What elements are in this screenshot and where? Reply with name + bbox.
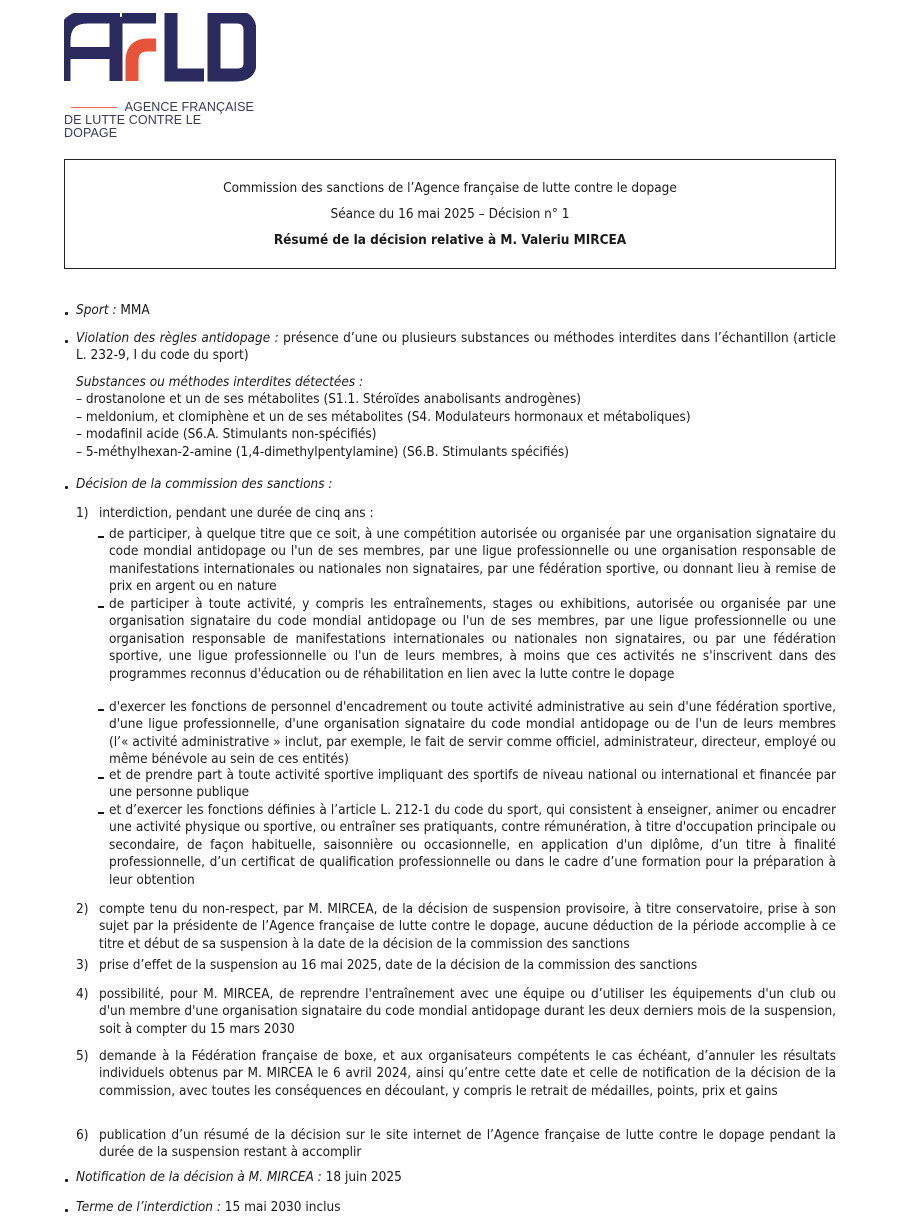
point-text: demande à la Fédération française de boxe, et aux organisateurs compétents le cas échéant, d’annuler les résultats individuels obtenus par M. MIRCEA le 6 avril 2024, ainsi qu’entre cette date et celle de notification de la décision de la commission, avec toutes les conséquences en découlant, y compris le retrait de médailles, points, prix et gains [99, 1048, 836, 1099]
point-number: 3) [76, 957, 89, 973]
point-text: interdiction, pendant une durée de cinq ans : [99, 505, 374, 521]
commission-title: Commission des sanctions de l’Agence française de lutte contre le dopage [223, 180, 677, 196]
point-number: 5) [76, 1048, 89, 1064]
ban-subitem: de participer, à quelque titre que ce soit, à une compétition autorisée ou organisée par une organisation signataire du code mondial antidopage ou l'un de ses membres, par une ligue professionnelle ou une organisation responsable de manifestations internationales ou nationales non signataires, par une fédération sportive, ou donnant lieu à remise de prix en argent ou en nature [97, 526, 836, 596]
substance-item: – meldonium, et clomiphène et un de ses métabolites (S4. Modulateurs hormonaux et métaboliques) [76, 408, 691, 425]
notification-label: Notification de la décision à M. MIRCEA : [76, 1169, 322, 1185]
decision-point-2 [76, 901, 836, 953]
tagline-rule [71, 107, 117, 108]
substances-label: Substances ou méthodes interdites détectées : [76, 374, 364, 390]
substance-item: – 5-méthylhexan-2-amine (1,4-dimethylpentylamine) (S6.B. Stimulants spécifiés) [76, 443, 569, 460]
point-text: possibilité, pour M. MIRCEA, de reprendre l'entraînement avec une équipe ou d’utiliser les équipements d'un club ou d'un membre d'une organisation signataire du code mondial antidopage durant les deux derniers mois de la suspension, soit à compter du 15 mars 2030 [99, 986, 836, 1037]
decision-label: Décision de la commission des sanctions : [76, 476, 333, 492]
point-text: publication d’un résumé de la décision sur le site internet de l’Agence française de lutte contre le dopage pendant la durée de la suspension restant à accomplir [99, 1127, 836, 1161]
sport-value: MMA [116, 302, 150, 318]
ban-end-label: Terme de l’interdiction : [76, 1199, 221, 1215]
decision-item [64, 476, 836, 493]
ban-end-value: 15 mai 2030 inclus [220, 1199, 341, 1215]
decision-header-box [64, 159, 836, 269]
violation-label: Violation des règles antidopage : [76, 330, 279, 346]
tagline-line2: DE LUTTE CONTRE LE DOPAGE [64, 113, 202, 140]
point-number: 1) [76, 505, 89, 521]
session-info: Séance du 16 mai 2025 – Décision n° 1 [330, 206, 570, 222]
decision-point-1 [76, 505, 836, 522]
point-number: 6) [76, 1127, 89, 1143]
violation-value: présence d’une ou plusieurs substances ou méthodes interdites dans l’échantillon (article L. 232-9, I du code du sport) [76, 330, 836, 364]
notification-value: 18 juin 2025 [321, 1169, 402, 1185]
decision-point-5 [76, 1048, 836, 1100]
point-text: prise d’effet de la suspension au 16 mai 2025, date de la décision de la commission des sanctions [99, 957, 698, 973]
afld-logo-icon [64, 13, 256, 83]
point-number: 2) [76, 901, 89, 917]
substances-list [76, 374, 836, 461]
point-number: 4) [76, 986, 89, 1002]
decision-title: Résumé de la décision relative à M. Valeriu MIRCEA [273, 232, 627, 248]
notification-item [64, 1169, 836, 1186]
tagline-line1: AGENCE FRANÇAISE [124, 100, 254, 114]
sport-item [64, 302, 836, 319]
ban-subitem: de participer à toute activité, y compris les entraînements, stages ou exhibitions, autorisée ou organisée par une organisation signataire du code mondial antidopage ou l'un de ses membres, par une ligue professionnelle ou une organisation responsable de manifestations internationales ou nationales non signataires, ou par une fédération sportive, une ligue professionnelle ou l'un de leurs membres, à moins que ces activités ne s'inscrivent dans des programmes reconnus d'éducation ou de réhabilitation en lien avec la lutte contre le dopage [97, 596, 836, 683]
violation-item [64, 330, 836, 365]
substance-item: – drostanolone et un de ses métabolites (S1.1. Stéroïdes anabolisants androgènes) [76, 391, 582, 408]
ban-subitem: et de prendre part à toute activité sportive impliquant des sportifs de niveau national ou international et financée par une personne publique [97, 767, 836, 802]
substance-item: – modafinil acide (S6.A. Stimulants non-spécifiés) [76, 426, 377, 443]
decision-point-3 [76, 957, 836, 974]
point-text: compte tenu du non-respect, par M. MIRCEA, de la décision de suspension provisoire, à titre conservatoire, prise à son sujet par la présidente de l’Agence française de lutte contre le dopage, aucune déduction de la période accomplie à ce titre et début de sa suspension à la date de la décision de la commission des sanctions [99, 901, 836, 952]
ban-subitem: d'exercer les fonctions de personnel d'encadrement ou toute activité administrative au sein d'une fédération sportive, d'une ligue professionnelle, d'une organisation signataire du code mondial antidopage ou de l'un de leurs membres (l’« activité administrative » inclut, par exemple, le fait de servir comme officiel, administrateur, directeur, employé ou même bénévole au sein de ces entités) [97, 699, 836, 769]
decision-point-4 [76, 986, 836, 1038]
logo-tagline [64, 101, 254, 140]
ban-subitem: et d’exercer les fonctions définies à l’article L. 212-1 du code du sport, qui consistent à enseigner, animer ou encadrer une activité physique ou sportive, ou entraîner ses pratiquants, contre rémunération, à titre d'occupation principale ou secondaire, de façon habituelle, saisonnière ou occasionnelle, en application d'un diplôme, d’un titre à finalité professionnelle, d’un certificat de qualification professionnelle ou dans le cadre d’une formation pour la préparation à leur obtention [97, 802, 836, 889]
decision-point-6 [76, 1127, 836, 1162]
sport-label: Sport : [76, 302, 117, 318]
ban-end-item [64, 1199, 836, 1216]
